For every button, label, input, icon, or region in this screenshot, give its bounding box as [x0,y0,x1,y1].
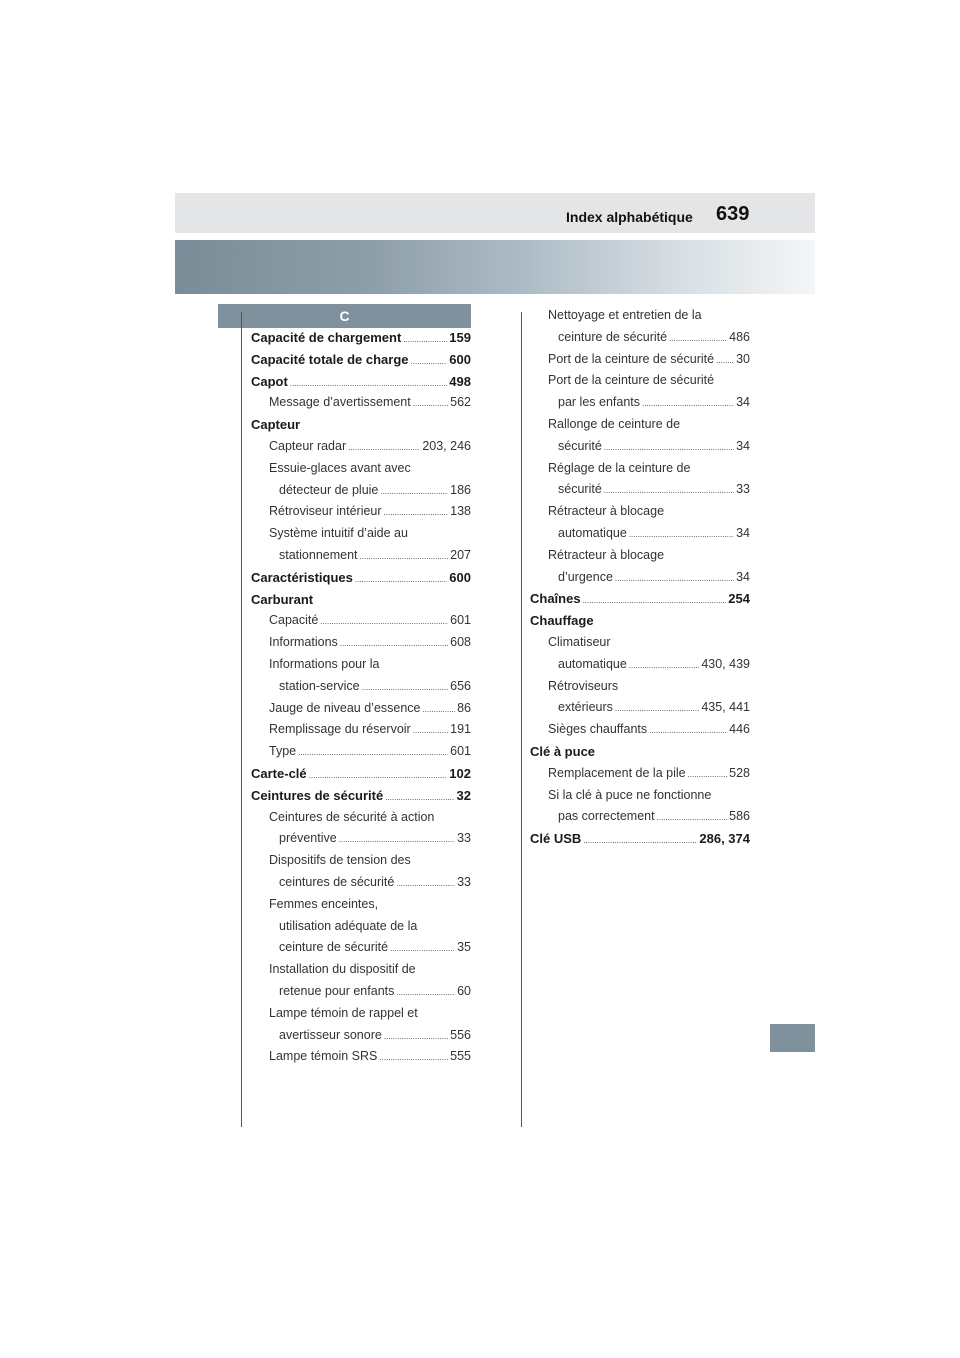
index-entry [251,785,471,809]
leader-dots [413,719,448,742]
index-subentry [530,349,750,372]
leader-dots [615,567,734,590]
entry-page-ref: 33 [457,875,471,889]
entry-text: Rétracteur à blocage [548,504,665,519]
leader-dots [423,698,456,721]
leader-dots [396,872,455,895]
index-subentry [251,1046,471,1069]
index-entry [530,741,750,763]
entry-text: avertisseur sonore [279,1027,382,1042]
leader-dots [669,327,727,350]
index-entry [251,327,471,351]
index-subentry [530,392,750,415]
leader-dots [339,828,455,851]
leader-dots [615,697,699,720]
index-subentry [251,741,471,764]
index-subentry [530,501,750,523]
leader-dots [340,632,448,655]
index-subentry [251,458,471,480]
entry-page-ref: 555 [450,1049,471,1064]
index-subentry [251,1003,471,1025]
leader-dots [290,371,447,395]
leader-dots [649,719,727,742]
index-subentry [251,676,471,699]
index-subentry [251,850,471,872]
index-subentry [530,458,750,480]
leader-dots [411,349,448,373]
index-subentry [251,654,471,676]
leader-dots [657,806,728,829]
index-entry [251,414,471,436]
entry-text: ceinture de sécurité [279,940,389,955]
entry-text: Réglage de la ceinture de [548,460,691,475]
entry-text: Ceintures de sécurité à action [269,809,435,824]
entry-text: Rétroviseur intérieur [269,504,382,519]
leader-dots [642,392,734,415]
entry-page-ref: 207 [450,548,471,562]
entry-page-ref: 656 [450,678,471,693]
index-subentry [530,676,750,698]
entry-page-ref: 30 [736,351,750,366]
leader-dots [385,785,454,809]
page-number: 639 [716,203,750,225]
leader-dots [309,763,448,787]
entry-text: Capteur radar [269,439,347,453]
leader-dots [379,1046,448,1069]
entry-page-ref: 102 [449,766,471,781]
left-column-rule [241,312,242,1127]
index-subentry [251,981,471,1004]
index-subentry [530,697,750,720]
leader-dots [362,676,449,699]
entry-text: Capacité totale de charge [251,351,409,367]
entry-page-ref: 608 [450,635,471,650]
index-entry [530,828,750,852]
entry-page-ref: 446 [729,722,750,737]
entry-text: Lampe témoin de rappel et [269,1005,418,1020]
entry-page-ref: 138 [450,504,471,519]
leader-dots [298,741,448,764]
entry-text: Port de la ceinture de sécurité [548,351,715,366]
leader-dots [360,545,449,568]
entry-text: Femmes enceintes, [269,896,379,911]
entry-page-ref: 34 [736,526,750,540]
index-subentry [251,610,471,633]
entry-page-ref: 86 [457,700,471,715]
gradient-band [175,240,815,294]
entry-page-ref: 35 [457,940,471,955]
entry-text: préventive [279,831,337,846]
entry-text: Ceintures de sécurité [251,787,384,803]
entry-text: détecteur de pluie [279,482,379,497]
entry-page-ref: 601 [450,744,471,759]
index-subentry [251,872,471,895]
index-subentry [251,523,471,545]
entry-text: Carburant [251,591,314,607]
index-subentry [251,545,471,568]
entry-text: sécurité [558,482,602,497]
index-subentry [530,763,750,786]
entry-page-ref: 556 [450,1027,471,1042]
leader-dots [629,654,700,677]
index-subentry [251,916,471,938]
entry-text: Installation du dispositif de [269,962,416,977]
leader-dots [320,610,448,633]
entry-page-ref: 562 [450,395,471,410]
index-subentry [251,480,471,503]
entry-text: ceintures de sécurité [279,875,395,889]
entry-text: Si la clé à puce ne fonctionne [548,787,712,802]
index-subentry [530,305,750,327]
entry-text: Jauge de niveau d’essence [269,700,421,715]
entry-text: sécurité [558,438,602,453]
entry-text: Clé USB [530,831,582,847]
entry-text: Informations [269,635,338,650]
entry-text: Nettoyage et entretien de la [548,308,702,322]
leader-dots [583,828,697,852]
entry-text: par les enfants [558,395,640,410]
entry-text: Dispositifs de tension des [269,853,411,868]
entry-text: Clé à puce [530,744,596,759]
entry-text: Rétroviseurs [548,678,619,693]
entry-text: Capot [251,373,288,389]
entry-text: Chaînes [530,591,581,607]
index-subentry [251,698,471,721]
entry-page-ref: 34 [736,395,750,410]
index-subentry [251,501,471,524]
entry-page-ref: 191 [450,722,471,737]
index-subentry [530,719,750,742]
index-subentry [251,894,471,916]
index-entry [251,567,471,591]
entry-text: Port de la ceinture de sécurité [548,373,715,388]
leader-dots [348,436,420,459]
index-subentry [530,785,750,807]
leader-dots [384,1025,448,1048]
index-subentry [251,1025,471,1048]
entry-text: station-service [279,678,360,693]
index-entry [530,588,750,612]
entry-text: Message d’avertissement [269,395,411,410]
entry-text: automatique [558,656,627,671]
entry-page-ref: 528 [729,765,750,780]
leader-dots [629,523,734,546]
entry-page-ref: 600 [449,351,471,367]
leader-dots [355,567,447,591]
entry-text: Rétracteur à blocage [548,547,665,562]
index-subentry [530,806,750,829]
entry-page-ref: 601 [450,613,471,628]
entry-page-ref: 430, 439 [701,656,750,671]
index-subentry [251,719,471,742]
leader-dots [403,327,447,351]
entry-text: Type [269,744,297,759]
index-subentry [251,937,471,960]
index-subentry [530,632,750,654]
entry-page-ref: 435, 441 [701,700,750,715]
entry-page-ref: 60 [457,984,471,998]
entry-page-ref: 203, 246 [422,439,471,453]
leader-dots [604,479,734,502]
entry-text: stationnement [279,548,358,562]
entry-text: extérieurs [558,700,613,715]
index-subentry [251,632,471,655]
index-subentry [530,545,750,567]
entry-page-ref: 486 [729,329,750,344]
leader-dots [604,436,734,459]
leader-dots [390,937,455,960]
entry-text: Capacité [269,613,319,628]
entry-text: pas correctement [558,809,655,824]
index-subentry [530,479,750,502]
index-subentry [530,370,750,392]
entry-text: Essuie-glaces avant avec [269,460,411,475]
leader-dots [396,981,455,1004]
index-subentry [251,959,471,981]
entry-page-ref: 34 [736,569,750,584]
index-subentry [530,654,750,677]
entry-page-ref: 34 [736,438,750,453]
entry-page-ref: 600 [449,569,471,585]
header-title: Index alphabétique [566,209,693,225]
entry-page-ref: 159 [449,330,471,345]
entry-page-ref: 586 [729,809,750,824]
entry-text: Capacité de chargement [251,330,402,345]
entry-page-ref: 286, 374 [699,831,750,847]
entry-text: Carte-clé [251,766,307,781]
right-column-rule [521,312,522,1127]
index-subentry [251,828,471,851]
side-index-tab [770,1024,815,1052]
index-subentry [530,523,750,546]
index-subentry [251,436,471,459]
leader-dots [583,588,727,612]
entry-text: ceinture de sécurité [558,329,668,344]
entry-page-ref: 33 [457,831,471,846]
entry-text: d’urgence [558,569,613,584]
entry-text: Système intuitif d’aide au [269,526,408,541]
index-subentry [530,414,750,436]
entry-text: Rallonge de ceinture de [548,417,681,431]
leader-dots [384,501,449,524]
entry-text: utilisation adéquate de la [279,918,418,933]
entry-text: retenue pour enfants [279,984,395,998]
entry-text: Sièges chauffants [548,722,648,737]
index-entry [251,371,471,395]
index-subentry [530,436,750,459]
index-entry [530,610,750,632]
entry-text: Informations pour la [269,657,380,671]
entry-text: Climatiseur [548,635,611,649]
entry-text: Chauffage [530,613,594,629]
entry-text: Capteur [251,417,301,433]
entry-text: Remplissage du réservoir [269,722,411,737]
index-entry [251,349,471,373]
entry-text: Caractéristiques [251,569,353,585]
entry-page-ref: 33 [736,482,750,497]
leader-dots [380,480,448,503]
index-entry [251,589,471,611]
section-letter-header: C [218,304,471,328]
leader-dots [716,349,734,372]
entry-page-ref: 32 [456,787,471,803]
entry-text: Lampe témoin SRS [269,1049,378,1064]
leader-dots [688,763,728,786]
index-subentry [530,327,750,350]
entry-page-ref: 254 [728,591,750,607]
index-subentry [251,807,471,829]
leader-dots [413,392,448,415]
index-entry [251,763,471,787]
entry-text: Remplacement de la pile [548,765,686,780]
entry-page-ref: 186 [450,482,471,497]
entry-page-ref: 498 [449,373,471,389]
index-subentry [251,392,471,415]
index-subentry [530,567,750,590]
entry-text: automatique [558,526,627,540]
